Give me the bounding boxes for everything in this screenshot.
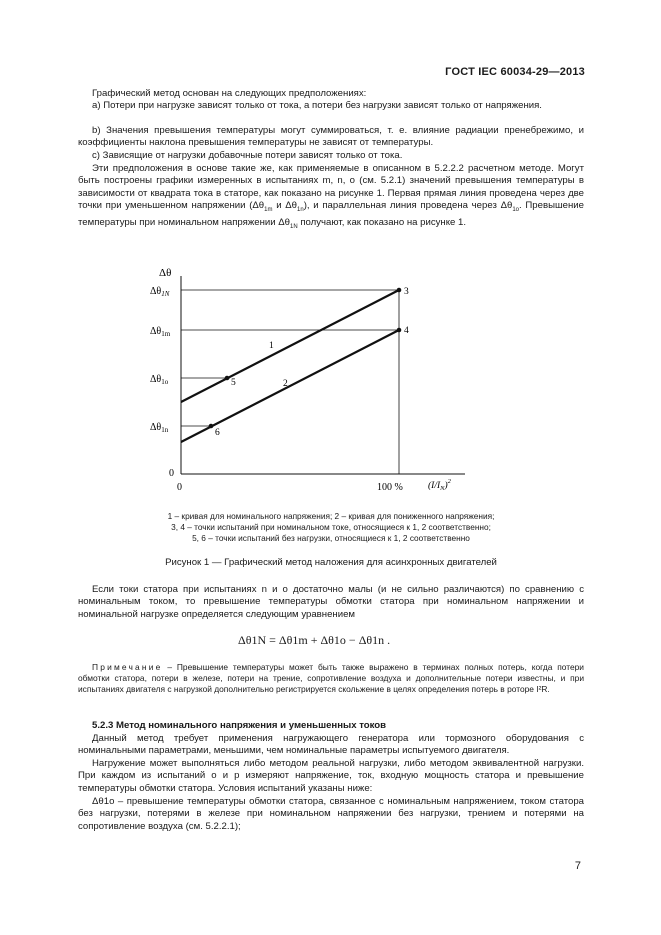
standard-header: ГОСТ IEC 60034-29—2013 — [445, 66, 585, 78]
point-6 — [209, 424, 214, 429]
point-3-label: 3 — [404, 287, 409, 297]
figure-legend-2: 3, 4 – точки испытаний при номинальном токе, относящиеся к 1, 2 соответственно; — [171, 522, 491, 532]
section-title: 5.2.3 Метод номинального напряжения и уменьшенных токов — [92, 720, 387, 731]
assumption-c: c) Зависящие от нагрузки добавочные потери зависят только от тока. — [92, 150, 403, 161]
y-tick-1n: $\Delta\theta_{1n}$ — [150, 422, 169, 434]
y-zero: 0 — [169, 468, 174, 479]
curve-2-label: 2 — [283, 379, 288, 389]
assumption-b: b) Значения превышения температуры могут суммироваться, т. е. влияние радиации пренебрежимо, и коэффициенты наклона превышения температуры не зависят от температуры. — [78, 125, 584, 149]
point-6-label: 6 — [215, 428, 220, 438]
section-paragraph-3: Δθ1o – превышение температуры обмотки статора, связанное с номинальным напряжением, током статора без нагрузки, потерями в железе при номинальном напряжении без нагрузки, трением и потерями на сопротивление воздуха (см. 5.2.2.1); — [78, 796, 584, 832]
note: Примечание – Превышение температуры может быть также выражено в терминах полных потерь, когда потери обмотки статора, потери в железе, потери на трение, сопротивление воздуха и дополнительные потери известны, и при испытаниях двигателя с нагрузкой дополнительно регистрируется скольжение в целях определения потерь в роторе I²R. — [78, 662, 584, 695]
section-paragraph-1: Данный метод требует применения нагружающего генератора или тормозного оборудования с номинальными параметрами, меньшими, чем номинальные параметры испытуемого двигателя. — [78, 733, 584, 757]
superposition-chart — [145, 262, 475, 492]
x-axis-label: $(I/I_N)^2$ — [428, 478, 451, 492]
x-zero: 0 — [177, 482, 182, 492]
point-4 — [397, 328, 402, 333]
y-tick-1m: $\Delta\theta_{1m}$ — [150, 326, 171, 338]
y-axis-label: Δθ — [159, 267, 172, 279]
figure-legend-1: 1 – кривая для номинального напряжения; 2 – кривая для пониженного напряжения; — [167, 511, 495, 521]
page-number: 7 — [574, 860, 581, 872]
note-label: Примечание — [92, 662, 163, 672]
equation: Δθ1N = Δθ1m + Δθ1o − Δθ1n . — [238, 633, 391, 647]
intro-paragraph: Эти предположения в основе такие же, как применяемые в описанном в 5.2.2.2 расчетном методе. Могут быть построены графики измеренных в испытаниях m, n, o (см. 5.2.1) значений превышения температуры в зависимости от квадрата тока в статоре, как показано на рисунке 1. Первая прямая линия проведена через две точки при уменьшенном напряжении ($\Delta\theta_{1m}$ и $\Delta\theta_{1n}$), и параллельная линия проведена через $\Delta\theta_{1o}$. Превышение температуры при номинальном напряжении $\Delta\theta_{1N}$ получают, как показано на рисунке 1. — [78, 163, 584, 230]
intro-lead: Графический метод основан на следующих предположениях: — [92, 88, 367, 99]
point-4-label: 4 — [404, 326, 409, 336]
point-3 — [397, 288, 402, 293]
y-tick-1N: $\Delta\theta_{1N}$ — [150, 286, 170, 298]
assumption-a: a) Потери при нагрузке зависят только от тока, а потери без нагрузки зависят только от напряжения. — [92, 100, 542, 111]
curve-1-label: 1 — [269, 341, 274, 351]
y-tick-1o: $\Delta\theta_{1o}$ — [150, 374, 169, 386]
point-5-label: 5 — [231, 378, 236, 388]
after-figure-paragraph: Если токи статора при испытаниях n и o достаточно малы (и не сильно различаются) по сравнению с номинальным током, то превышение температуры обмотки статора при номинальном напряжении и номинальной нагрузке определяется следующим уравнением — [78, 584, 584, 620]
figure-caption: Рисунок 1 — Графический метод наложения для асинхронных двигателей — [165, 557, 497, 568]
section-paragraph-2: Нагружение может выполняться либо методом реальной нагрузки, либо методом эквивалентной нагрузки. При каждом из испытаний o и p измеряют напряжение, ток, входную мощность статора и превышение температуры обмотки статора. Условия испытаний указаны ниже: — [78, 758, 584, 794]
x-100-percent: 100 % — [377, 482, 403, 492]
point-5 — [225, 376, 230, 381]
figure-legend-3: 5, 6 – точки испытаний без нагрузки, относящиеся к 1, 2 соответственно — [192, 533, 470, 543]
